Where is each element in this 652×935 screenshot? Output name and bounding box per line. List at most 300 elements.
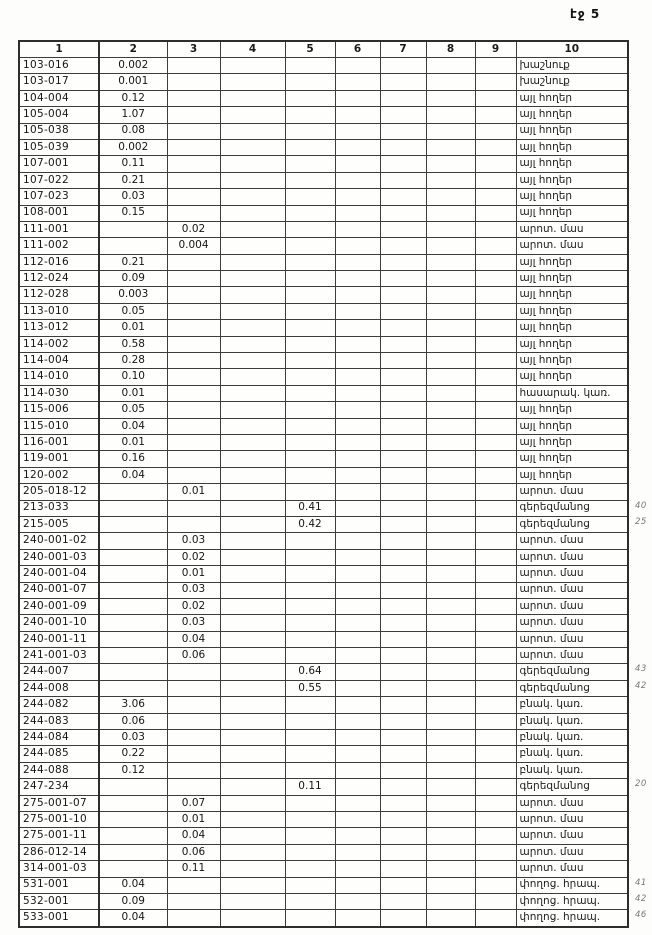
empty-cell (335, 811, 380, 827)
empty-cell (380, 779, 426, 795)
empty-cell (99, 844, 167, 860)
empty-cell (285, 730, 335, 746)
empty-cell (285, 156, 335, 172)
empty-cell (220, 353, 285, 369)
area-value-cell: 0.01 (99, 385, 167, 401)
empty-cell (426, 615, 475, 631)
empty-cell (220, 697, 285, 713)
empty-cell (475, 648, 516, 664)
empty-cell (99, 598, 167, 614)
empty-cell (475, 254, 516, 270)
table-row (19, 484, 628, 500)
empty-cell (167, 713, 220, 729)
empty-cell (220, 123, 285, 139)
empty-cell (475, 451, 516, 467)
land-type-cell: արոտ. մաս (516, 221, 628, 237)
empty-cell (426, 221, 475, 237)
empty-cell (335, 238, 380, 254)
table-row (19, 467, 628, 483)
empty-cell (426, 746, 475, 762)
empty-cell (220, 336, 285, 352)
empty-cell (335, 844, 380, 860)
empty-cell (99, 238, 167, 254)
empty-cell (380, 828, 426, 844)
empty-cell (475, 861, 516, 877)
area-value-cell: 0.02 (167, 549, 220, 565)
table-row (19, 631, 628, 647)
table-row (19, 303, 628, 319)
land-type-cell: խաշնուք (516, 74, 628, 90)
empty-cell (380, 664, 426, 680)
empty-cell (380, 139, 426, 155)
empty-cell (285, 828, 335, 844)
empty-cell (285, 434, 335, 450)
empty-cell (285, 189, 335, 205)
empty-cell (220, 549, 285, 565)
land-type-cell: արոտ. մաս (516, 631, 628, 647)
table-row (19, 762, 628, 778)
empty-cell (426, 238, 475, 254)
parcel-id-cell: 240-001-07 (19, 582, 99, 598)
empty-cell (475, 418, 516, 434)
land-type-cell: արոտ. մաս (516, 598, 628, 614)
table-row (19, 385, 628, 401)
empty-cell (426, 762, 475, 778)
empty-cell (220, 516, 285, 532)
land-type-cell: գերեզմանոց 20 (516, 779, 628, 795)
empty-cell (220, 582, 285, 598)
parcel-id-cell: 112-016 (19, 254, 99, 270)
area-value-cell: 0.06 (99, 713, 167, 729)
empty-cell (335, 172, 380, 188)
empty-cell (220, 566, 285, 582)
table-row (19, 877, 628, 893)
empty-cell (426, 369, 475, 385)
area-value-cell: 0.01 (99, 320, 167, 336)
column-header-7: 7 (380, 41, 426, 58)
empty-cell (220, 287, 285, 303)
parcel-id-cell: 105-039 (19, 139, 99, 155)
empty-cell (335, 746, 380, 762)
table-row (19, 287, 628, 303)
empty-cell (426, 910, 475, 927)
empty-cell (167, 402, 220, 418)
land-type-cell: այլ հողեր (516, 90, 628, 106)
table-row (19, 107, 628, 123)
empty-cell (220, 648, 285, 664)
empty-cell (426, 271, 475, 287)
empty-cell (167, 74, 220, 90)
empty-cell (167, 172, 220, 188)
empty-cell (335, 303, 380, 319)
parcel-id-cell: 114-030 (19, 385, 99, 401)
empty-cell (220, 418, 285, 434)
parcel-id-cell: 113-010 (19, 303, 99, 319)
empty-cell (285, 107, 335, 123)
land-type-cell: բնակ. կառ. (516, 697, 628, 713)
empty-cell (380, 74, 426, 90)
empty-cell (285, 697, 335, 713)
area-value-cell: 0.04 (167, 631, 220, 647)
empty-cell (335, 271, 380, 287)
empty-cell (426, 189, 475, 205)
area-value-cell: 0.64 (285, 664, 335, 680)
empty-cell (380, 336, 426, 352)
empty-cell (475, 566, 516, 582)
area-value-cell: 0.001 (99, 74, 167, 90)
empty-cell (475, 484, 516, 500)
column-header-6: 6 (335, 41, 380, 58)
land-type-cell: գերեզմանոց 25 (516, 516, 628, 532)
land-type-cell: արոտ. մաս (516, 238, 628, 254)
land-type-cell: փողոց. հրապ. 41 (516, 877, 628, 893)
empty-cell (475, 402, 516, 418)
parcel-id-cell: 108-001 (19, 205, 99, 221)
table-row (19, 205, 628, 221)
table-row (19, 172, 628, 188)
empty-cell (167, 451, 220, 467)
empty-cell (426, 893, 475, 909)
empty-cell (285, 385, 335, 401)
area-value-cell: 0.42 (285, 516, 335, 532)
empty-cell (426, 107, 475, 123)
empty-cell (167, 664, 220, 680)
empty-cell (220, 139, 285, 155)
empty-cell (335, 500, 380, 516)
empty-cell (285, 811, 335, 827)
empty-cell (167, 254, 220, 270)
empty-cell (167, 697, 220, 713)
area-value-cell: 0.04 (99, 418, 167, 434)
empty-cell (380, 385, 426, 401)
empty-cell (475, 746, 516, 762)
empty-cell (335, 631, 380, 647)
empty-cell (475, 877, 516, 893)
empty-cell (426, 828, 475, 844)
parcel-id-cell: 114-004 (19, 353, 99, 369)
empty-cell (335, 189, 380, 205)
land-type-cell: այլ հողեր (516, 107, 628, 123)
table-row (19, 713, 628, 729)
empty-cell (380, 156, 426, 172)
empty-cell (426, 648, 475, 664)
table-row (19, 500, 628, 516)
handwritten-margin-note: 46 (635, 910, 647, 921)
empty-cell (426, 353, 475, 369)
parcel-id-cell: 215-005 (19, 516, 99, 532)
empty-cell (475, 74, 516, 90)
empty-cell (475, 139, 516, 155)
empty-cell (285, 402, 335, 418)
empty-cell (335, 336, 380, 352)
parcel-id-cell: 275-001-11 (19, 828, 99, 844)
empty-cell (335, 74, 380, 90)
empty-cell (380, 451, 426, 467)
empty-cell (335, 828, 380, 844)
empty-cell (220, 385, 285, 401)
empty-cell (335, 139, 380, 155)
empty-cell (426, 467, 475, 483)
empty-cell (380, 877, 426, 893)
parcel-id-cell: 107-001 (19, 156, 99, 172)
parcel-id-cell: 107-023 (19, 189, 99, 205)
land-type-cell: բնակ. կառ. (516, 746, 628, 762)
empty-cell (335, 320, 380, 336)
empty-cell (380, 353, 426, 369)
empty-cell (475, 467, 516, 483)
empty-cell (335, 123, 380, 139)
land-type-cell: գերեզմանոց 42 (516, 680, 628, 696)
area-value-cell: 0.58 (99, 336, 167, 352)
land-type-cell: գերեզմանոց 43 (516, 664, 628, 680)
empty-cell (426, 172, 475, 188)
empty-cell (335, 533, 380, 549)
empty-cell (335, 893, 380, 909)
empty-cell (220, 303, 285, 319)
empty-cell (335, 107, 380, 123)
parcel-id-cell: 240-001-10 (19, 615, 99, 631)
empty-cell (285, 271, 335, 287)
empty-cell (167, 320, 220, 336)
empty-cell (380, 418, 426, 434)
empty-cell (335, 680, 380, 696)
empty-cell (220, 58, 285, 74)
empty-cell (285, 910, 335, 927)
area-value-cell: 0.10 (99, 369, 167, 385)
land-type-cell: այլ հողեր (516, 451, 628, 467)
empty-cell (335, 877, 380, 893)
empty-cell (475, 910, 516, 927)
empty-cell (426, 730, 475, 746)
empty-cell (99, 631, 167, 647)
empty-cell (167, 877, 220, 893)
empty-cell (220, 877, 285, 893)
land-type-cell: արոտ. մաս (516, 828, 628, 844)
area-value-cell: 0.11 (167, 861, 220, 877)
empty-cell (167, 910, 220, 927)
empty-cell (335, 910, 380, 927)
empty-cell (475, 500, 516, 516)
column-header-1: 1 (19, 41, 99, 58)
empty-cell (380, 123, 426, 139)
parcel-id-cell: 114-002 (19, 336, 99, 352)
land-type-cell: արոտ. մաս (516, 582, 628, 598)
empty-cell (380, 58, 426, 74)
empty-cell (426, 861, 475, 877)
empty-cell (426, 139, 475, 155)
area-value-cell: 0.12 (99, 90, 167, 106)
empty-cell (475, 615, 516, 631)
empty-cell (220, 451, 285, 467)
empty-cell (380, 238, 426, 254)
empty-cell (285, 123, 335, 139)
empty-cell (99, 811, 167, 827)
table-row (19, 369, 628, 385)
table-row (19, 189, 628, 205)
area-value-cell: 0.01 (167, 484, 220, 500)
empty-cell (335, 369, 380, 385)
empty-cell (426, 697, 475, 713)
parcel-id-cell: 244-085 (19, 746, 99, 762)
empty-cell (285, 287, 335, 303)
area-value-cell: 0.004 (167, 238, 220, 254)
empty-cell (380, 844, 426, 860)
empty-cell (426, 74, 475, 90)
parcel-id-cell: 240-001-02 (19, 533, 99, 549)
empty-cell (167, 271, 220, 287)
empty-cell (426, 811, 475, 827)
empty-cell (167, 123, 220, 139)
parcel-id-cell: 116-001 (19, 434, 99, 450)
area-value-cell: 0.01 (167, 566, 220, 582)
empty-cell (167, 303, 220, 319)
land-type-cell: այլ հողեր (516, 172, 628, 188)
empty-cell (99, 549, 167, 565)
land-type-cell: գերեզմանոց 40 (516, 500, 628, 516)
parcel-id-cell: 531-001 (19, 877, 99, 893)
empty-cell (426, 877, 475, 893)
empty-cell (475, 238, 516, 254)
empty-cell (220, 156, 285, 172)
table-row (19, 730, 628, 746)
empty-cell (380, 271, 426, 287)
table-row (19, 582, 628, 598)
parcel-id-cell: 244-007 (19, 664, 99, 680)
empty-cell (220, 90, 285, 106)
empty-cell (220, 271, 285, 287)
handwritten-margin-note: 25 (635, 516, 647, 527)
empty-cell (426, 844, 475, 860)
parcel-id-cell: 113-012 (19, 320, 99, 336)
empty-cell (99, 861, 167, 877)
handwritten-margin-note: 42 (635, 680, 647, 691)
empty-cell (475, 287, 516, 303)
empty-cell (475, 811, 516, 827)
land-type-cell: այլ հողեր (516, 156, 628, 172)
empty-cell (475, 582, 516, 598)
empty-cell (285, 566, 335, 582)
table-row (19, 615, 628, 631)
empty-cell (99, 500, 167, 516)
table-row (19, 549, 628, 565)
land-type-cell: այլ հողեր (516, 369, 628, 385)
empty-cell (380, 615, 426, 631)
empty-cell (475, 271, 516, 287)
empty-cell (475, 828, 516, 844)
table-row (19, 271, 628, 287)
empty-cell (380, 205, 426, 221)
empty-cell (380, 582, 426, 598)
empty-cell (426, 385, 475, 401)
table-row (19, 74, 628, 90)
empty-cell (167, 90, 220, 106)
empty-cell (220, 254, 285, 270)
empty-cell (220, 779, 285, 795)
empty-cell (220, 844, 285, 860)
empty-cell (335, 566, 380, 582)
empty-cell (220, 680, 285, 696)
empty-cell (475, 205, 516, 221)
empty-cell (426, 320, 475, 336)
empty-cell (380, 893, 426, 909)
empty-cell (220, 713, 285, 729)
empty-cell (380, 598, 426, 614)
empty-cell (220, 730, 285, 746)
empty-cell (380, 172, 426, 188)
parcel-id-cell: 286-012-14 (19, 844, 99, 860)
table-row (19, 90, 628, 106)
empty-cell (335, 762, 380, 778)
parcel-id-cell: 115-010 (19, 418, 99, 434)
empty-cell (167, 434, 220, 450)
empty-cell (335, 402, 380, 418)
empty-cell (285, 582, 335, 598)
empty-cell (220, 205, 285, 221)
table-row (19, 861, 628, 877)
empty-cell (167, 385, 220, 401)
empty-cell (167, 58, 220, 74)
empty-cell (335, 598, 380, 614)
land-type-cell: բնակ. կառ. (516, 762, 628, 778)
empty-cell (475, 353, 516, 369)
land-parcels-table (18, 40, 647, 928)
table-row (19, 664, 628, 680)
table-row (19, 254, 628, 270)
empty-cell (380, 762, 426, 778)
area-value-cell: 1.07 (99, 107, 167, 123)
land-type-cell: արոտ. մաս (516, 795, 628, 811)
land-type-cell: արոտ. մաս (516, 844, 628, 860)
empty-cell (99, 680, 167, 696)
empty-cell (335, 58, 380, 74)
empty-cell (335, 795, 380, 811)
empty-cell (167, 353, 220, 369)
empty-cell (380, 549, 426, 565)
parcel-id-cell: 111-001 (19, 221, 99, 237)
empty-cell (285, 90, 335, 106)
empty-cell (380, 500, 426, 516)
area-value-cell: 0.05 (99, 402, 167, 418)
table-row (19, 697, 628, 713)
empty-cell (475, 123, 516, 139)
parcel-id-cell: 103-017 (19, 74, 99, 90)
empty-cell (475, 795, 516, 811)
empty-cell (426, 664, 475, 680)
empty-cell (426, 336, 475, 352)
empty-cell (285, 254, 335, 270)
empty-cell (335, 549, 380, 565)
empty-cell (426, 484, 475, 500)
parcel-id-cell: 119-001 (19, 451, 99, 467)
empty-cell (475, 172, 516, 188)
empty-cell (335, 90, 380, 106)
empty-cell (380, 221, 426, 237)
area-value-cell: 0.06 (167, 844, 220, 860)
area-value-cell: 3.06 (99, 697, 167, 713)
empty-cell (285, 205, 335, 221)
area-value-cell: 0.04 (99, 877, 167, 893)
empty-cell (285, 893, 335, 909)
empty-cell (426, 451, 475, 467)
parcel-id-cell: 314-001-03 (19, 861, 99, 877)
area-value-cell: 0.21 (99, 254, 167, 270)
empty-cell (167, 418, 220, 434)
empty-cell (380, 910, 426, 927)
land-type-cell: արոտ. մաս (516, 566, 628, 582)
empty-cell (475, 434, 516, 450)
column-header-8: 8 (426, 41, 475, 58)
land-type-cell: արոտ. մաս (516, 861, 628, 877)
